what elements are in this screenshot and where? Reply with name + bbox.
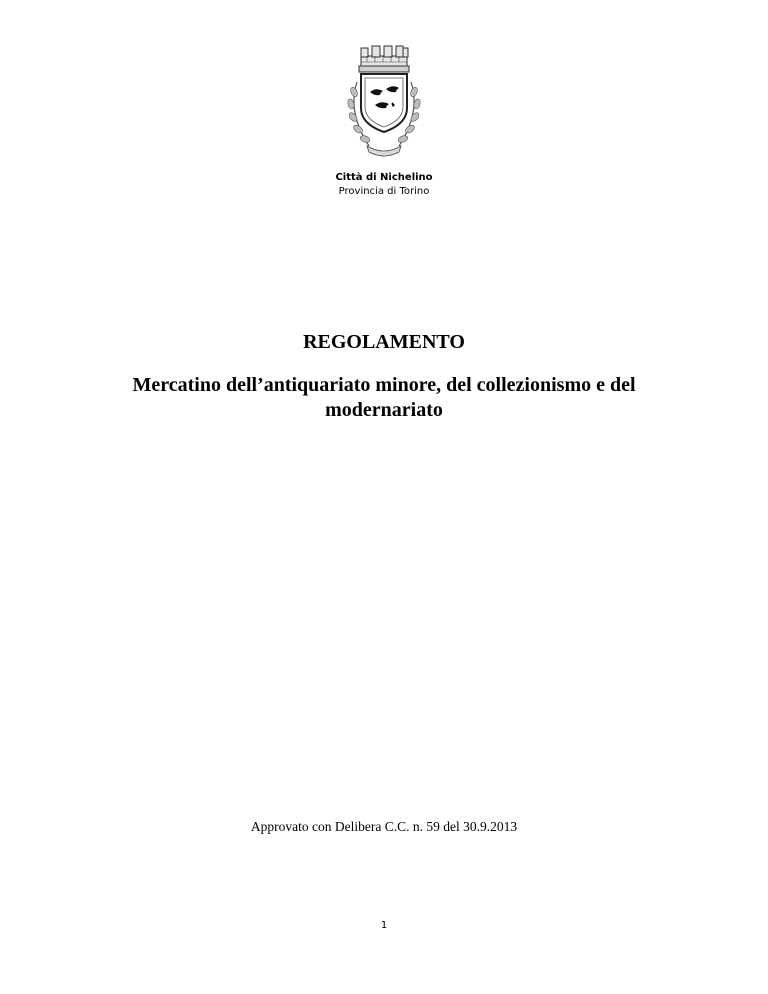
province-name: Provincia di Torino [338,186,430,197]
city-coat-of-arms-icon [337,42,431,164]
approval-note: Approvato con Delibera C.C. n. 59 del 30.9.2013 [250,819,518,834]
document-subtitle: Mercatino dell’antiquariato minore, del collezionismo e del modernariato [132,374,636,421]
page-number: 1 [380,920,388,931]
document-title: REGOLAMENTO [303,331,465,353]
city-name: Città di Nichelino [335,172,433,183]
